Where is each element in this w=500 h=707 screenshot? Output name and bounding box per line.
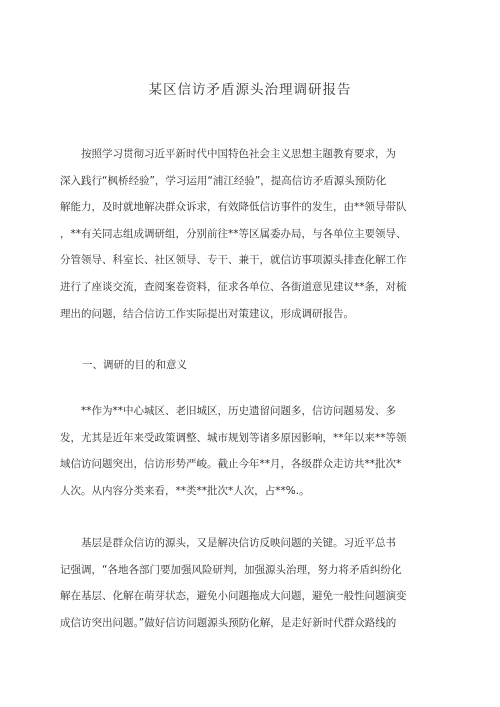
paragraph-line: **作为**中心城区、老旧城区，历史遗留问题多，信访问题易发、多 (81, 405, 396, 417)
paragraph-line: 解能力，及时就地解决群众诉求，有效降低信访事件的发生，由**领导带队 (60, 201, 407, 214)
significance-paragraph (60, 530, 440, 636)
paragraph-line: 成信访突出问题。”做好信访问题源头预防化解，是走好新时代群众路线的 (60, 616, 397, 629)
paragraph-line: 深入践行“枫桥经验”，学习运用“浦江经验”，提高信访矛盾源头预防化 (60, 174, 387, 187)
section-heading: 一、调研的目的和意义 (82, 359, 187, 371)
paragraph-line: 人次。从内容分类来看，**类**批次*人次，占**%.。 (60, 484, 310, 497)
paragraph-line: 进行了座谈交流，查阅案卷资料，征求各单位、各街道意见建议**条，对梳 (60, 280, 407, 293)
paragraph-line: 记强调，“各地各部门要加强风险研判，加强源头治理，努力将矛盾纠纷化 (60, 563, 402, 576)
intro-paragraph (60, 141, 440, 327)
paragraph-line: 基层是群众信访的源头，又是解决信访反映问题的关键。习近平总书 (81, 537, 396, 549)
background-paragraph (60, 398, 440, 504)
paragraph-line: ，**有关同志组成调研组，分别前往**等区属委办局，与各单位主要领导、 (60, 227, 407, 240)
paragraph-line: 理出的问题，结合信访工作实际提出对策建议，形成调研报告。 (60, 307, 354, 320)
document-title: 某区信访矛盾源头治理调研报告 (148, 82, 352, 98)
paragraph-line: 按照学习贯彻习近平新时代中国特色社会主义思想主题教育要求，为 (81, 148, 396, 160)
paragraph-line: 解在基层、化解在萌芽状态，避免小问题拖成大问题，避免一般性问题演变 (60, 590, 407, 603)
paragraph-line: 域信访问题突出，信访形势严峻。截止今年**月，各级群众走访共**批次* (60, 458, 402, 471)
paragraph-line: 分管领导、科室长、社区领导、专干、兼干，就信访事项源头排查化解工作 (60, 254, 407, 267)
paragraph-line: 发，尤其是近年来受政策调整、城市规划等诸多原因影响，**年以来**等领 (60, 431, 407, 444)
